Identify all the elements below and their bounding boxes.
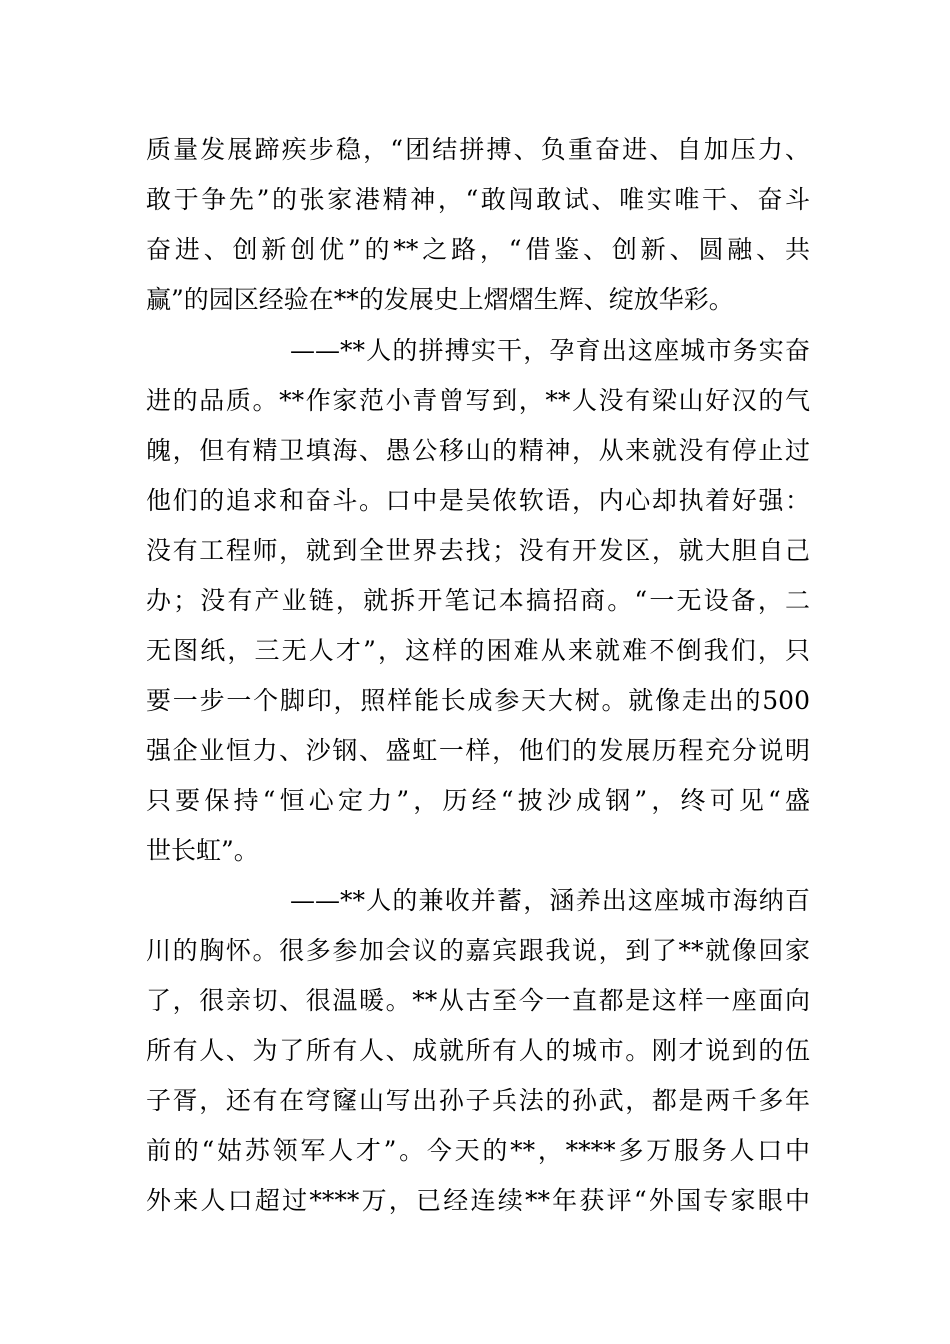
text-line: 强企业恒力、沙钢、盛虹一样，他们的发展历程充分说明: [146, 736, 810, 765]
text-line: 世长虹”。: [146, 836, 259, 865]
text-line: 川的胸怀。很多参加会议的嘉宾跟我说，到了**就像回家: [146, 936, 810, 965]
text-line-indented: ——**人的拼搏实干，孕育出这座城市务实奋: [290, 336, 810, 365]
text-line: 没有工程师，就到全世界去找；没有开发区，就大胆自己: [146, 536, 810, 565]
text-line: 外来人口超过****万，已经连续**年获评“外国专家眼中: [146, 1186, 810, 1215]
text-line: 所有人、为了所有人、成就所有人的城市。刚才说到的伍: [146, 1036, 810, 1065]
text-line: 奋进、创新创优”的**之路，“借鉴、创新、圆融、共: [146, 235, 810, 264]
text-line: 只要保持“恒心定力”，历经“披沙成钢”，终可见“盛: [146, 786, 810, 815]
text-line: 子胥，还有在穹窿山写出孙子兵法的孙武，都是两千多年: [146, 1086, 810, 1115]
text-line: 进的品质。**作家范小青曾写到，**人没有梁山好汉的气: [146, 386, 810, 415]
text-line: 赢”的园区经验在**的发展史上熠熠生辉、绽放华彩。: [146, 285, 734, 314]
text-line: 敢于争先”的张家港精神，“敢闯敢试、唯实唯干、奋斗: [146, 185, 810, 214]
text-line: 办；没有产业链，就拆开笔记本搞招商。“一无设备，二: [146, 586, 810, 615]
text-line: 要一步一个脚印，照样能长成参天大树。就像走出的500: [146, 686, 810, 715]
text-line: 无图纸，三无人才”，这样的困难从来就难不倒我们，只: [146, 636, 810, 665]
text-line: 质量发展蹄疾步稳，“团结拼搏、负重奋进、自加压力、: [146, 135, 810, 164]
text-line: 魄，但有精卫填海、愚公移山的精神，从来就没有停止过: [146, 436, 810, 465]
text-line: 了，很亲切、很温暖。**从古至今一直都是这样一座面向: [146, 986, 810, 1015]
text-line: 他们的追求和奋斗。口中是吴侬软语，内心却执着好强：: [146, 486, 810, 515]
text-line: 前的“姑苏领军人才”。今天的**，****多万服务人口中: [146, 1136, 810, 1165]
text-line-indented: ——**人的兼收并蓄，涵养出这座城市海纳百: [290, 886, 810, 915]
